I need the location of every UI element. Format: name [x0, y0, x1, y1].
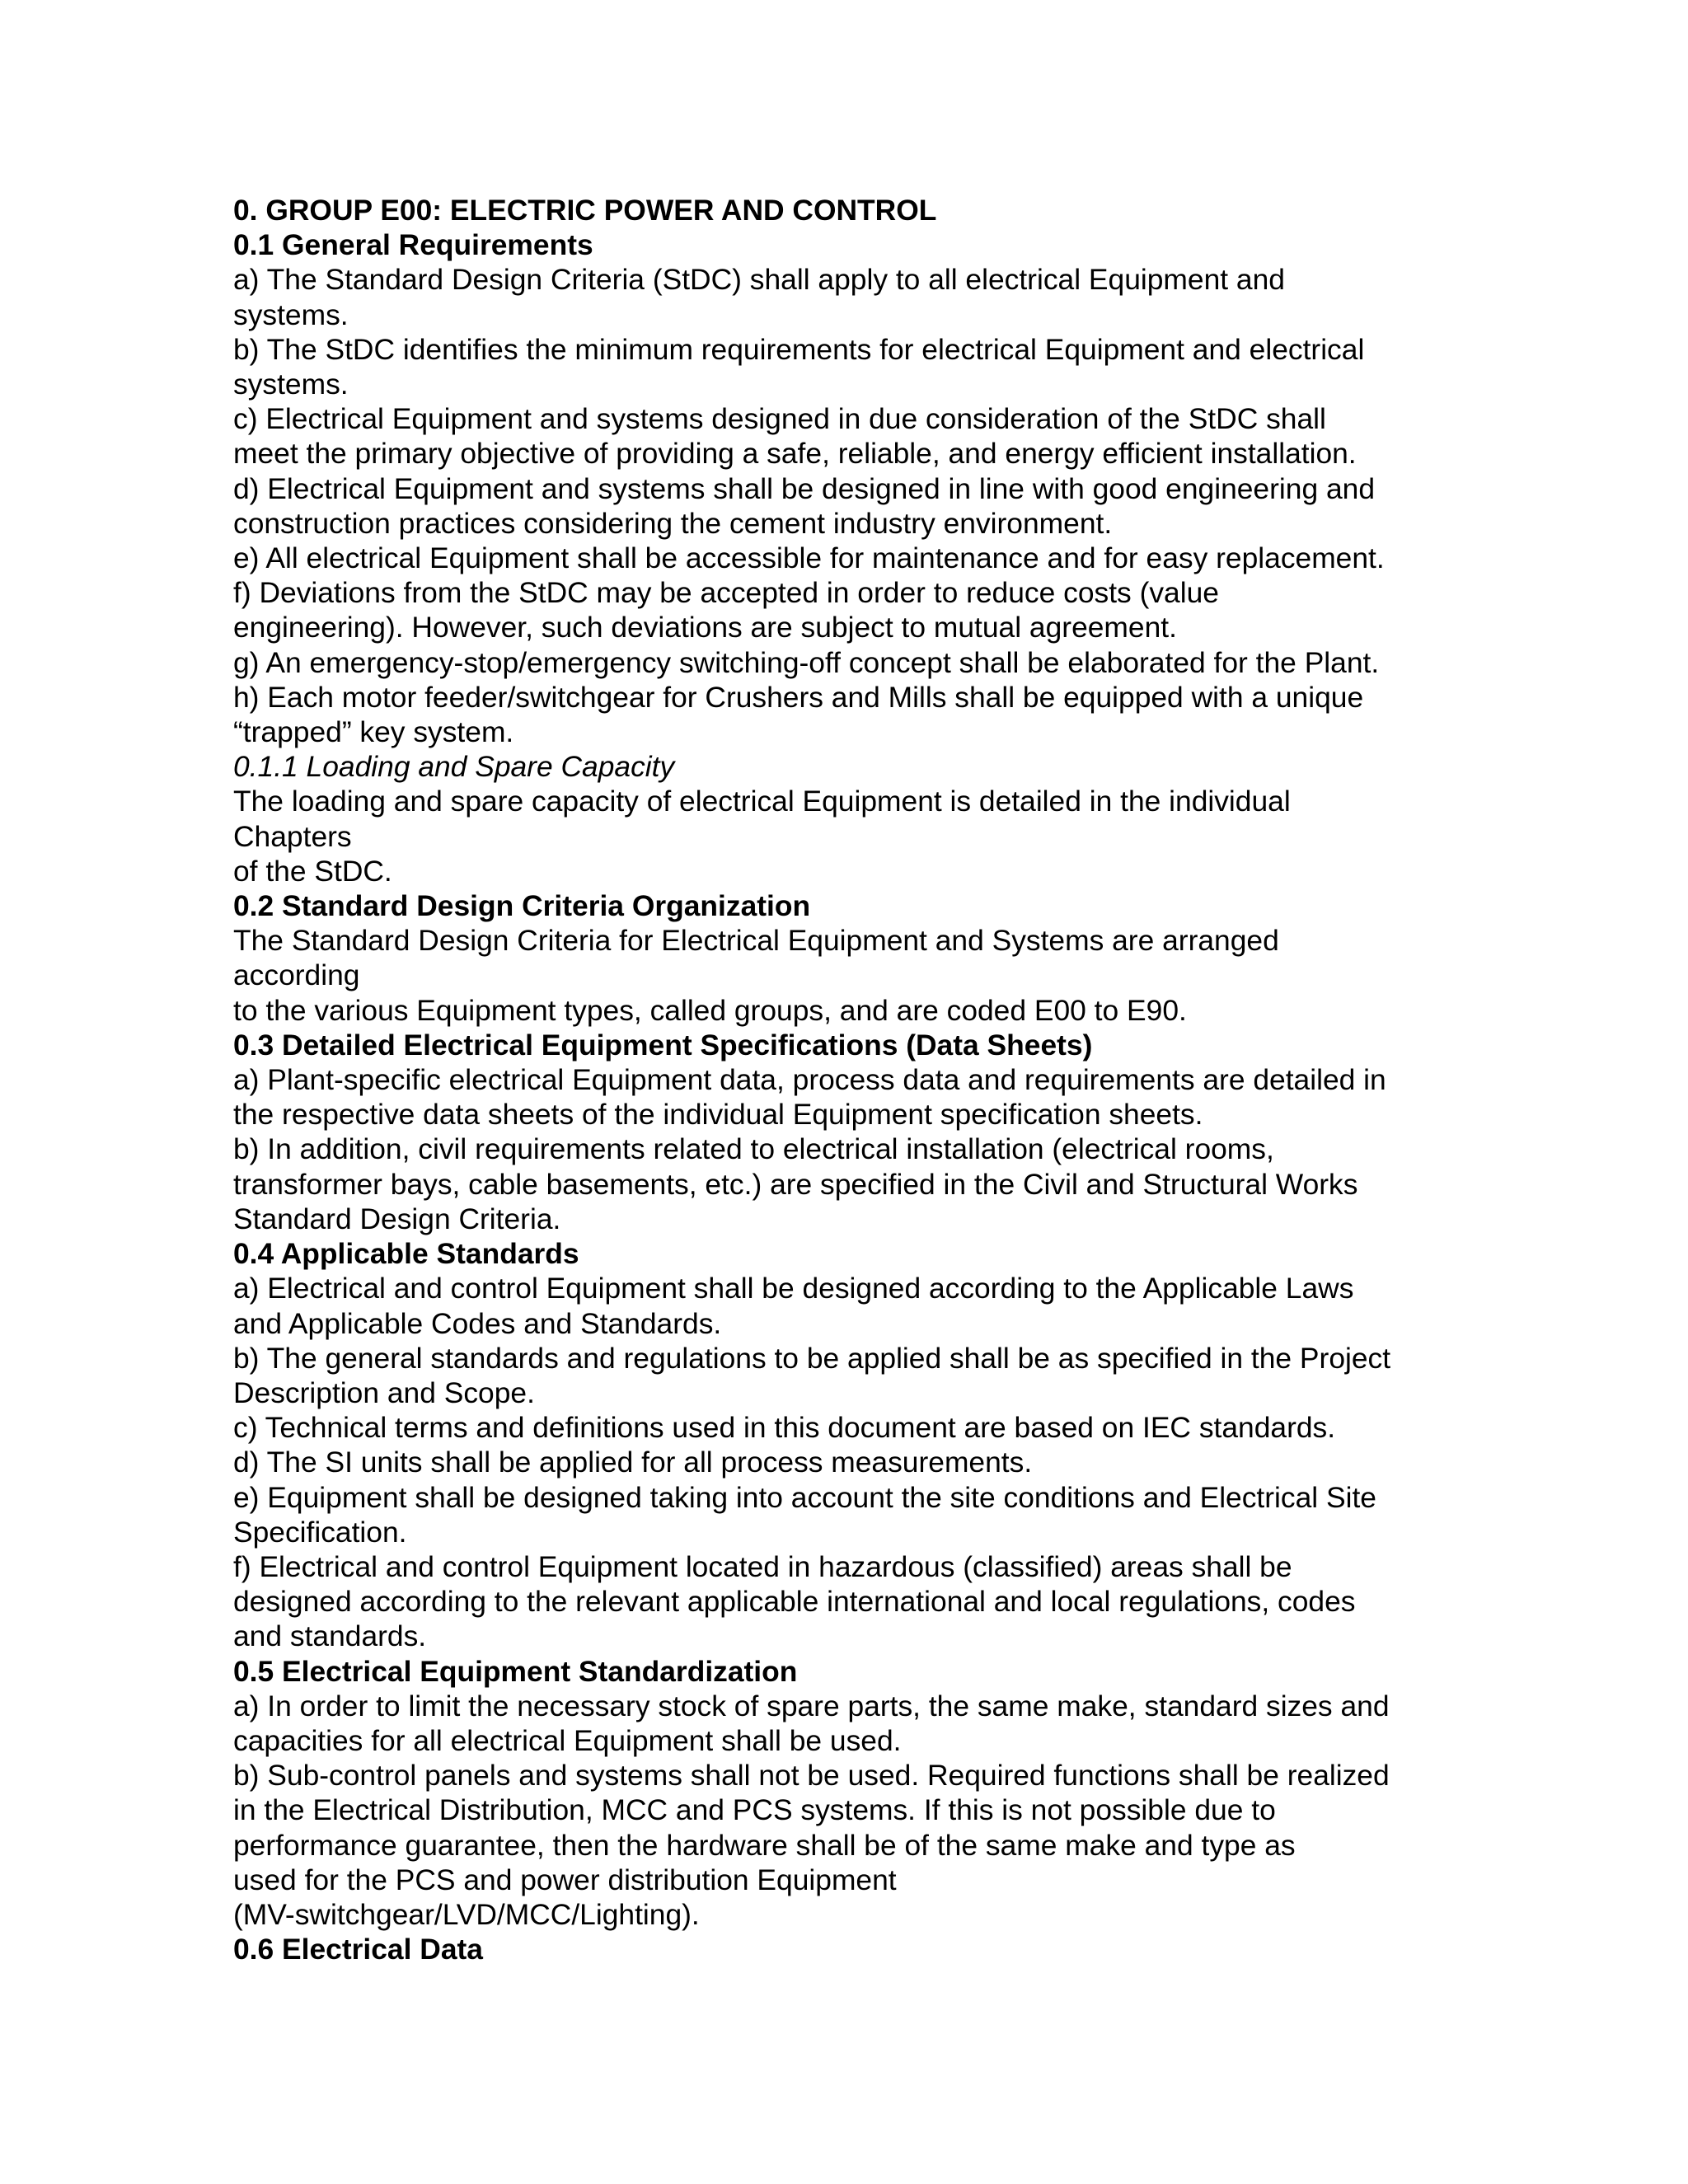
- body-text-line: The Standard Design Criteria for Electrical Equipment and Systems are arranged: [233, 924, 1279, 958]
- body-text-line: designed according to the relevant applicable international and local regulations, codes: [233, 1585, 1356, 1619]
- body-text-line: construction practices considering the cement industry environment.: [233, 506, 1113, 540]
- body-text-line: Standard Design Criteria.: [233, 1202, 561, 1235]
- body-text-line: Chapters: [233, 819, 352, 853]
- body-text-line: meet the primary objective of providing a safe, reliable, and energy efficient installation.: [233, 437, 1357, 471]
- body-text-line: f) Deviations from the StDC may be accepted in order to reduce costs (value: [233, 576, 1219, 610]
- body-text-line: and standards.: [233, 1619, 427, 1653]
- section-heading: 0.6 Electrical Data: [233, 1933, 483, 1966]
- body-text-line: The loading and spare capacity of electrical Equipment is detailed in the individual: [233, 785, 1291, 818]
- section-heading: 0.1 General Requirements: [233, 228, 593, 262]
- section-heading: 0.4 Applicable Standards: [233, 1237, 579, 1271]
- body-text-line: h) Each motor feeder/switchgear for Crushers and Mills shall be equipped with a unique: [233, 680, 1364, 714]
- body-text-line: b) The general standards and regulations to be applied shall be as specified in the Project: [233, 1341, 1391, 1375]
- body-text-line: e) All electrical Equipment shall be accessible for maintenance and for easy replacement.: [233, 541, 1385, 575]
- body-text-line: systems.: [233, 368, 349, 401]
- section-heading: 0.2 Standard Design Criteria Organization: [233, 889, 811, 923]
- body-text-line: systems.: [233, 298, 349, 331]
- body-text-line: a) Electrical and control Equipment shall be designed according to the Applicable Laws: [233, 1272, 1354, 1305]
- document-body: [233, 193, 1470, 1966]
- section-heading: 0.5 Electrical Equipment Standardization: [233, 1654, 798, 1688]
- body-text-line: according: [233, 958, 360, 992]
- body-text-line: performance guarantee, then the hardware shall be of the same make and type as: [233, 1828, 1296, 1862]
- body-text-line: transformer bays, cable basements, etc.) are specified in the Civil and Structural Works: [233, 1167, 1358, 1201]
- body-text-line: to the various Equipment types, called groups, and are coded E00 to E90.: [233, 993, 1187, 1027]
- body-text-line: b) The StDC identifies the minimum requirements for electrical Equipment and electrical: [233, 332, 1365, 366]
- body-text-line: g) An emergency-stop/emergency switching-off concept shall be elaborated for the Plant.: [233, 645, 1380, 679]
- body-text-line: c) Electrical Equipment and systems designed in due consideration of the StDC shall: [233, 402, 1326, 436]
- body-text-line: d) Electrical Equipment and systems shall be designed in line with good engineering and: [233, 471, 1376, 505]
- body-text-line: f) Electrical and control Equipment located in hazardous (classified) areas shall be: [233, 1549, 1292, 1583]
- body-text-line: Specification.: [233, 1515, 407, 1549]
- body-text-line: b) In addition, civil requirements related to electrical installation (electrical rooms,: [233, 1132, 1274, 1166]
- body-text-line: of the StDC.: [233, 854, 392, 888]
- body-text-line: used for the PCS and power distribution Equipment: [233, 1863, 897, 1896]
- body-text-line: e) Equipment shall be designed taking into account the site conditions and Electrical Site: [233, 1480, 1376, 1514]
- body-text-line: a) In order to limit the necessary stock of spare parts, the same make, standard sizes and: [233, 1689, 1390, 1722]
- body-text-line: in the Electrical Distribution, MCC and PCS systems. If this is not possible due to: [233, 1793, 1276, 1827]
- body-text-line: a) Plant-specific electrical Equipment data, process data and requirements are detailed in: [233, 1063, 1386, 1097]
- body-text-line: Description and Scope.: [233, 1376, 535, 1409]
- body-text-line: (MV-switchgear/LVD/MCC/Lighting).: [233, 1897, 700, 1931]
- body-text-line: c) Technical terms and definitions used in this document are based on IEC standards.: [233, 1411, 1336, 1445]
- body-text-line: and Applicable Codes and Standards.: [233, 1306, 722, 1340]
- body-text-line: capacities for all electrical Equipment shall be used.: [233, 1723, 902, 1757]
- body-text-line: engineering). However, such deviations are subject to mutual agreement.: [233, 611, 1177, 644]
- body-text-line: d) The SI units shall be applied for all process measurements.: [233, 1446, 1033, 1479]
- subsection-heading: 0.1.1 Loading and Spare Capacity: [233, 750, 675, 784]
- section-heading: 0. GROUP E00: ELECTRIC POWER AND CONTROL: [233, 194, 937, 227]
- body-text-line: the respective data sheets of the individual Equipment specification sheets.: [233, 1098, 1203, 1132]
- body-text-line: “trapped” key system.: [233, 715, 514, 749]
- section-heading: 0.3 Detailed Electrical Equipment Specifications (Data Sheets): [233, 1028, 1093, 1062]
- body-text-line: a) The Standard Design Criteria (StDC) shall apply to all electrical Equipment and: [233, 263, 1285, 297]
- body-text-line: b) Sub-control panels and systems shall not be used. Required functions shall be realized: [233, 1759, 1390, 1793]
